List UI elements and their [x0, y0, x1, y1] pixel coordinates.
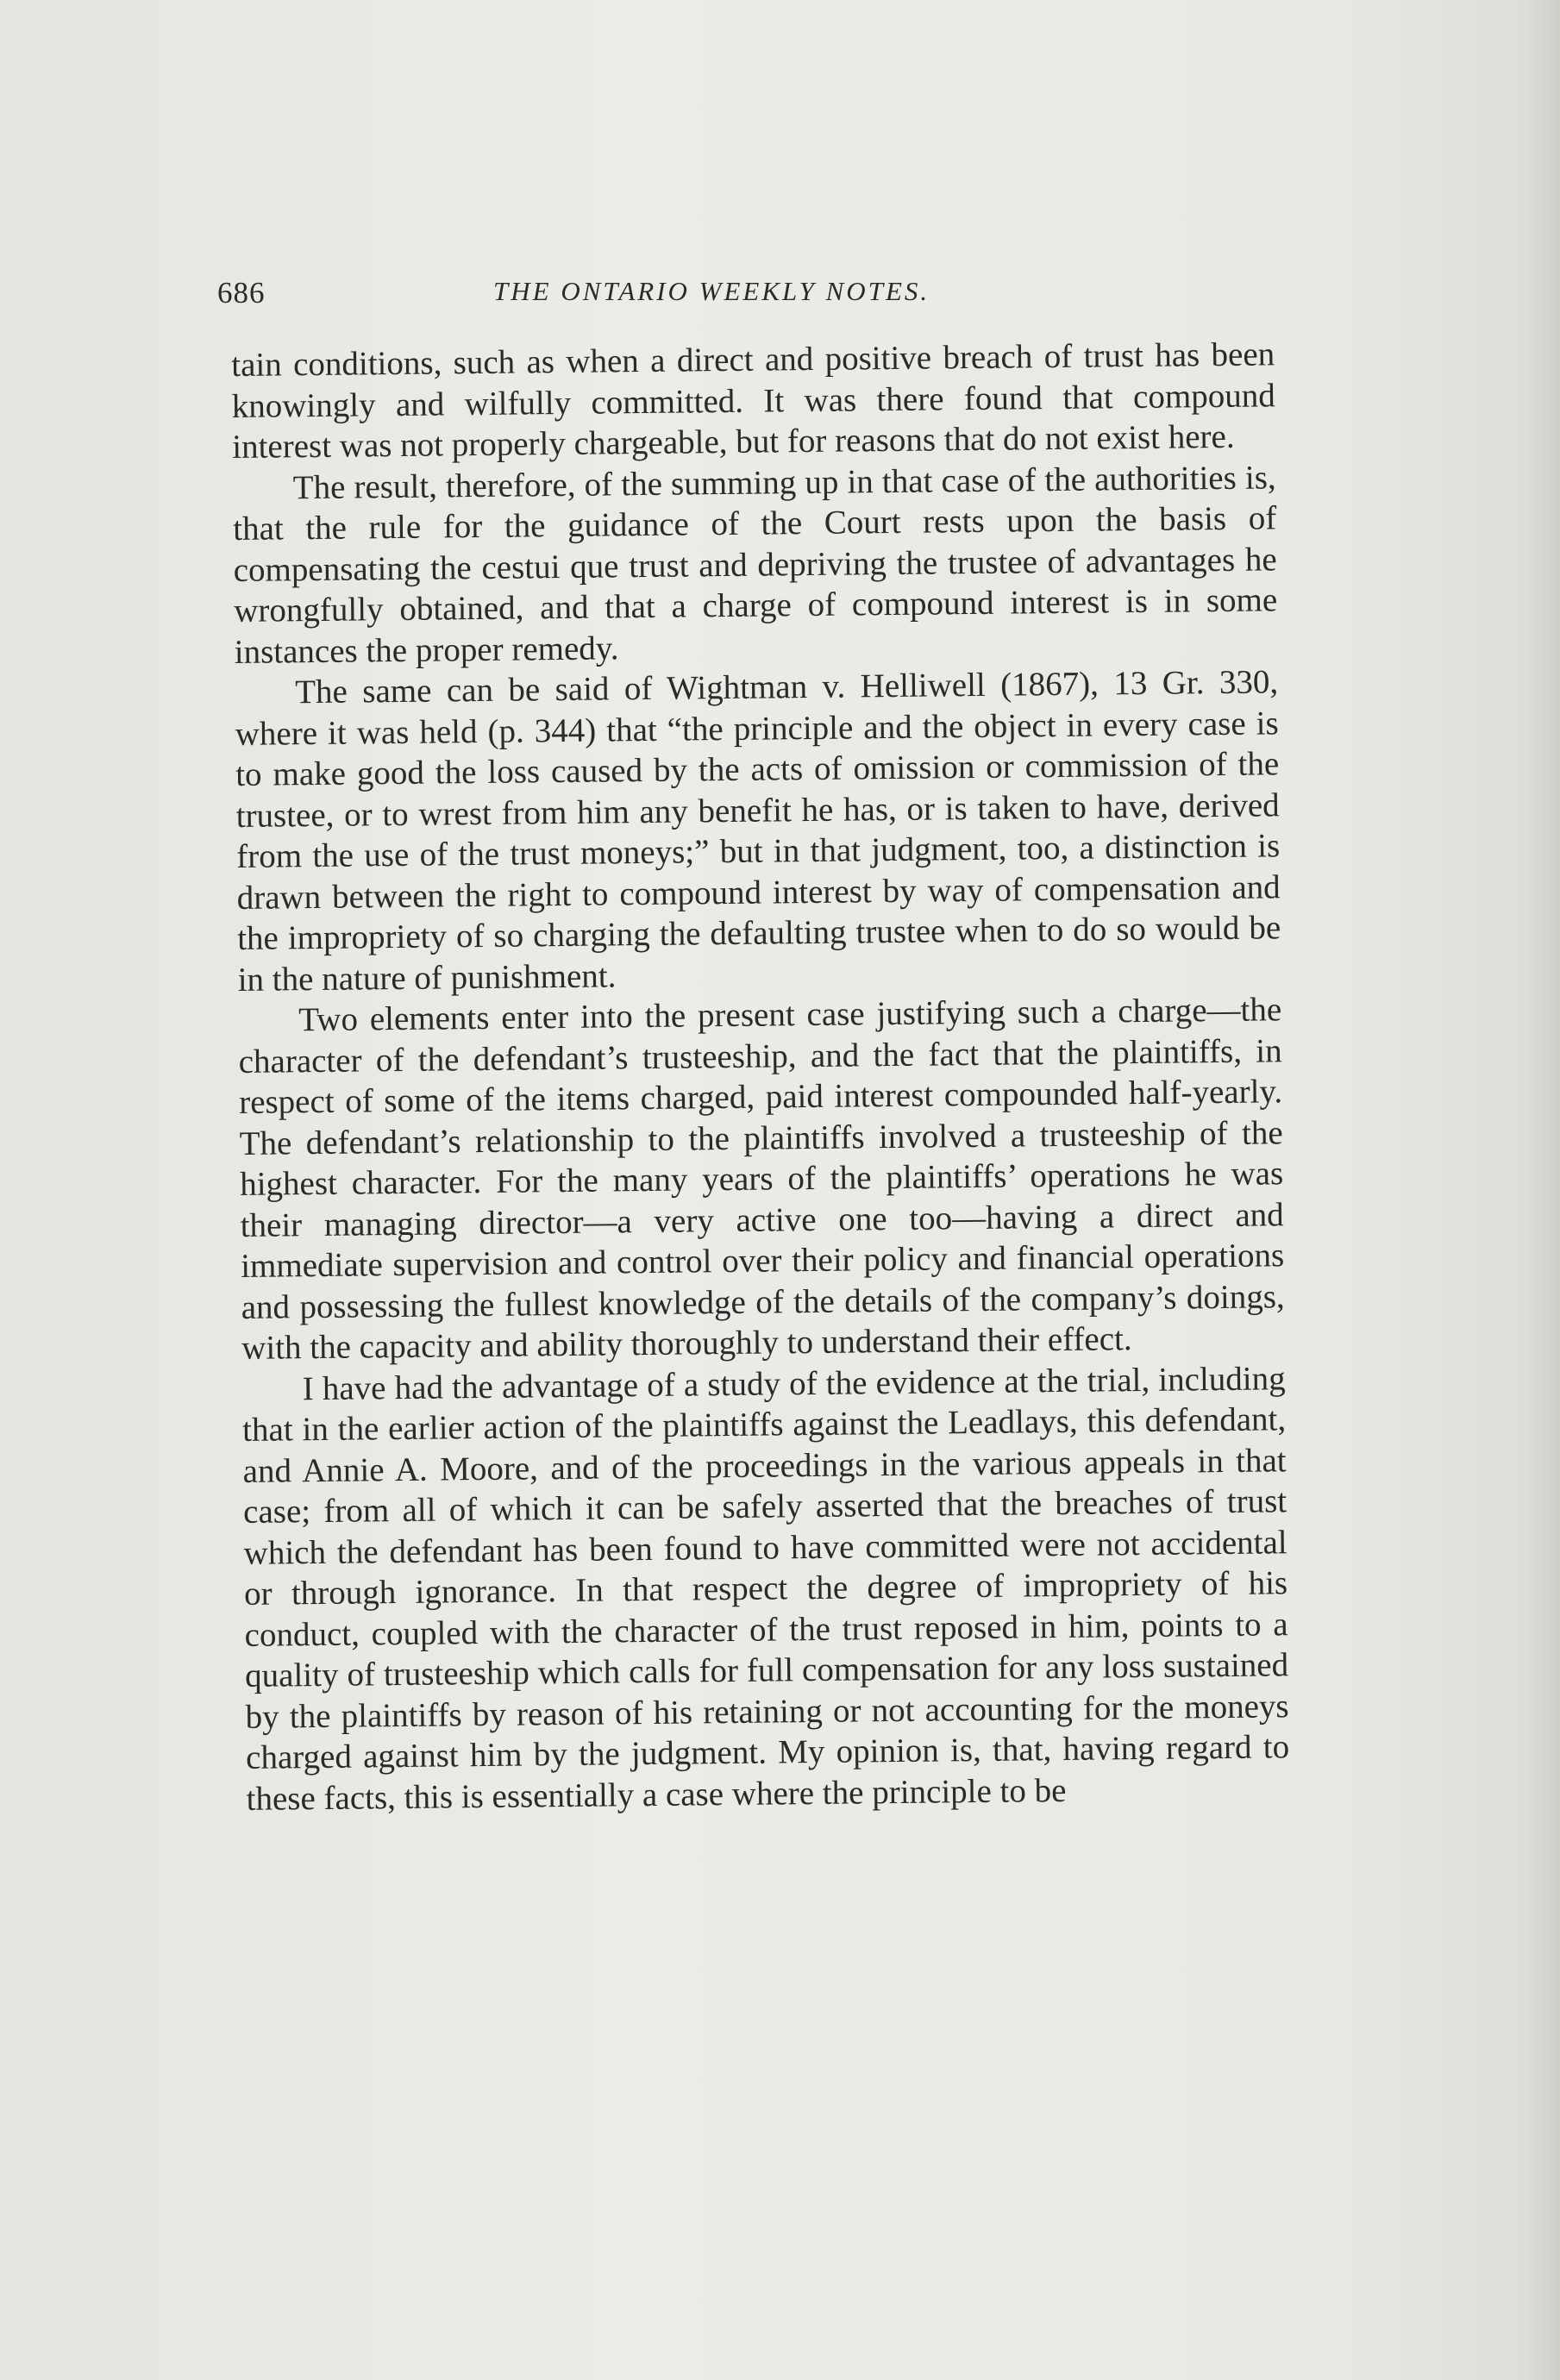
page-edge-shadow [1526, 0, 1560, 2380]
paragraph: Two elements enter into the present case justifying such a charge—the character of the defendant’s trusteeship, and the fact that the plaintiffs, in respect of some of the items charged, paid interest compounded half-yearly. The defendant’s relationship to the plaintiffs involved a trusteeship of the highest character. For the many years of the plaintiffs’ operations he was their managing director—a very active one too—having a direct and immediate supervision and control over their policy and financial operations and possessing the fullest knowledge of the details of the company’s doings, with the capacity and ability thoroughly to understand their effect. [238, 991, 1285, 1367]
page-number: 686 [217, 276, 266, 310]
running-title: THE ONTARIO WEEKLY NOTES. [493, 276, 930, 306]
paragraph: The result, therefore, of the summing up in that case of the authorities is, that the rule for the guidance of the Court rests upon the basis of compensating the cestui que trust and depriving the trustee of advantages he wrongfully obtained, and that a charge of compound interest is in some instances the proper remedy. [233, 458, 1278, 671]
paragraph-continuation: tain conditions, such as when a direct and positive breach of trust has been knowingly and wilfully committed. It was there found that compound interest was not properly chargeable, but for reasons that do not exist here. [231, 335, 1275, 466]
paragraph: The same can be said of Wightman v. Helliwell (1867), 13 Gr. 330, where it was held (p. 344) that “the principle and the object in every case is to make good the loss caused by the acts of omission or commission of the trustee, or to wrest from him any benefit he has, or is taken to have, derived from the use of the trust moneys;” but in that judgment, too, a distinction is drawn between the right to compound interest by way of compensation and the impropriety of so charging the defaulting trustee when to do so would be in the nature of punishment. [235, 663, 1281, 999]
body-text [231, 334, 1290, 1819]
paragraph: I have had the advantage of a study of the evidence at the trial, including that in the earlier action of the plaintiffs against the Leadlays, this defendant, and Annie A. Moore, and of the proceedings in the various appeals in that case; from all of which it can be safely asserted that the breaches of trust which the defendant has been found to have committed were not accidental or through ignorance. In that respect the degree of impropriety of his conduct, coupled with the character of the trust reposed in him, points to a quality of trusteeship which calls for full compensation for any loss sustained by the plaintiffs by reason of his retaining or not accounting for the moneys charged against him by the judgment. My opinion is, that, having regard to these facts, this is essentially a case where the principle to be [241, 1359, 1290, 1818]
running-header [217, 276, 1282, 328]
